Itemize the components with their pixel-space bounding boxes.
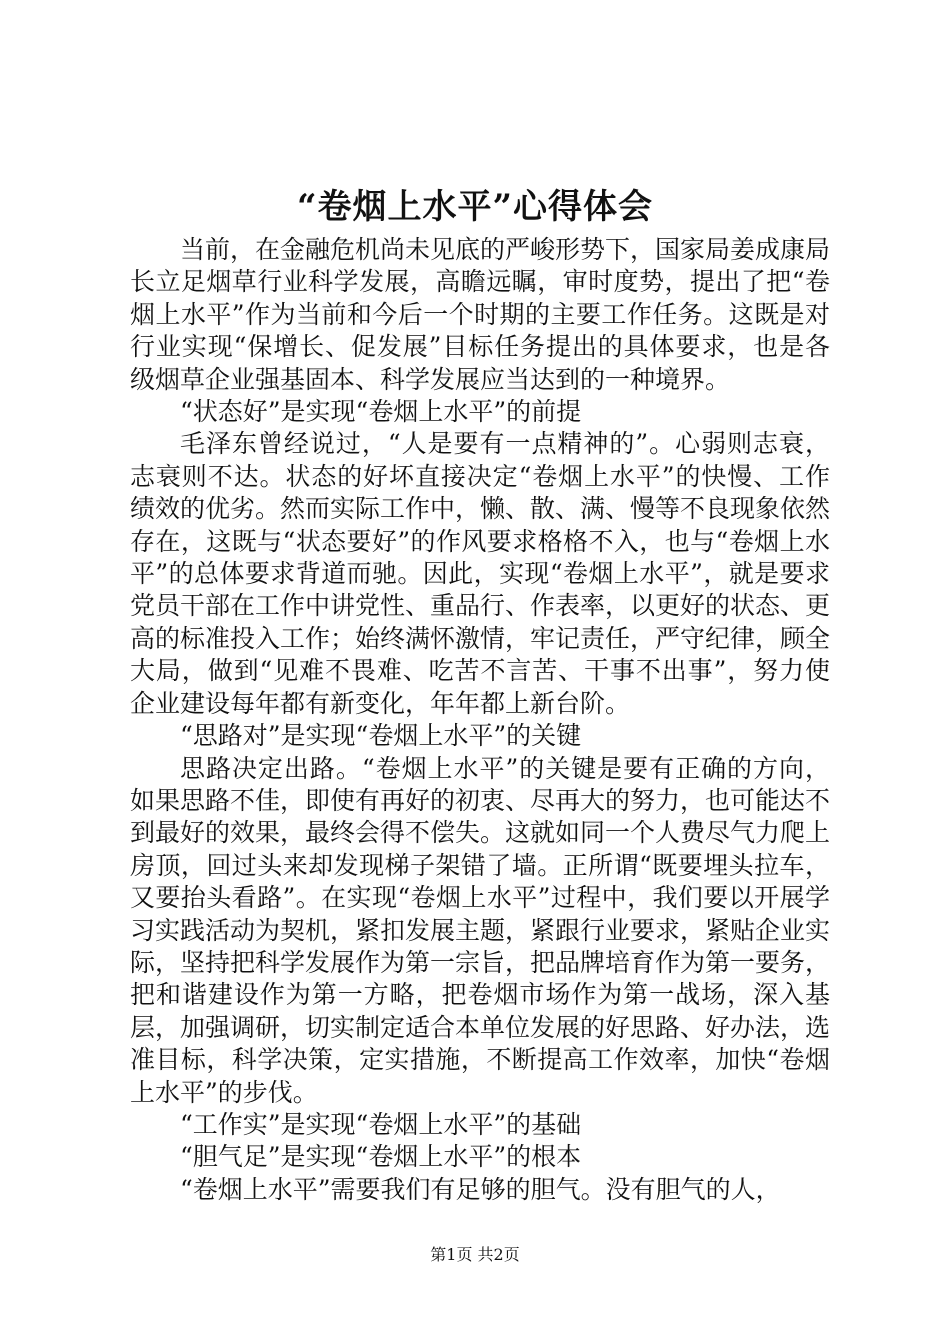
document-body xyxy=(130,234,830,1206)
page-number-footer: 第1页 共2页 xyxy=(430,1245,520,1264)
paragraph-state: 毛泽东曾经说过，“人是要有一点精神的”。心弱则志衰，志衰则不达。状态的好坏直接决定“卷烟上水平”的快慢、工作绩效的优劣。然而实际工作中，懒、散、满、慢等不良现象依然存在，这既与“状态要好”的作风要求格格不入，也与“卷烟上水平”的总体要求背道而驰。因此，实现“卷烟上水平”，就是要求党员干部在工作中讲党性、重品行、作表率，以更好的状态、更高的标准投入工作；始终满怀激情，牢记责任，严守纪律，顾全大局，做到“见难不畏难、吃苦不言苦、干事不出事”，努力使企业建设每年都有新变化，年年都上新台阶。 xyxy=(130,429,831,718)
section-heading-state: “状态好”是实现“卷烟上水平”的前提 xyxy=(180,397,582,427)
section-heading-courage: “胆气足”是实现“卷烟上水平”的根本 xyxy=(180,1142,582,1172)
section-heading-thinking: “思路对”是实现“卷烟上水平”的关键 xyxy=(180,721,582,751)
section-heading-work: “工作实”是实现“卷烟上水平”的基础 xyxy=(180,1109,582,1139)
paragraph-thinking: 思路决定出路。“卷烟上水平”的关键是要有正确的方向，如果思路不佳，即使有再好的初衷、尽再大的努力，也可能达不到最好的效果，最终会得不偿失。这就如同一个人费尽气力爬上房顶，回过头来却发现梯子架错了墙。正所谓“既要埋头拉车，又要抬头看路”。在实现“卷烟上水平”过程中，我们要以开展学习实践活动为契机，紧扣发展主题，紧跟行业要求，紧贴企业实际，坚持把科学发展作为第一宗旨，把品牌培育作为第一要务，把和谐建设作为第一方略，把卷烟市场作为第一战场，深入基层，加强调研，切实制定适合本单位发展的好思路、好办法，选准目标，科学决策，定实措施，不断提高工作效率，加快“卷烟上水平”的步伐。 xyxy=(130,753,831,1107)
paragraph-courage: “卷烟上水平”需要我们有足够的胆气。没有胆气的人， xyxy=(180,1174,781,1204)
paragraph-intro: 当前，在金融危机尚未见底的严峻形势下，国家局姜成康局长立足烟草行业科学发展，高瞻远瞩，审时度势，提出了把“卷烟上水平”作为当前和今后一个时期的主要工作任务。这既是对行业实现“保增长、促发展”目标任务提出的具体要求，也是各级烟草企业强基固本、科学发展应当达到的一种境界。 xyxy=(130,235,831,394)
document-title: “卷烟上水平”心得体会 xyxy=(296,187,654,227)
